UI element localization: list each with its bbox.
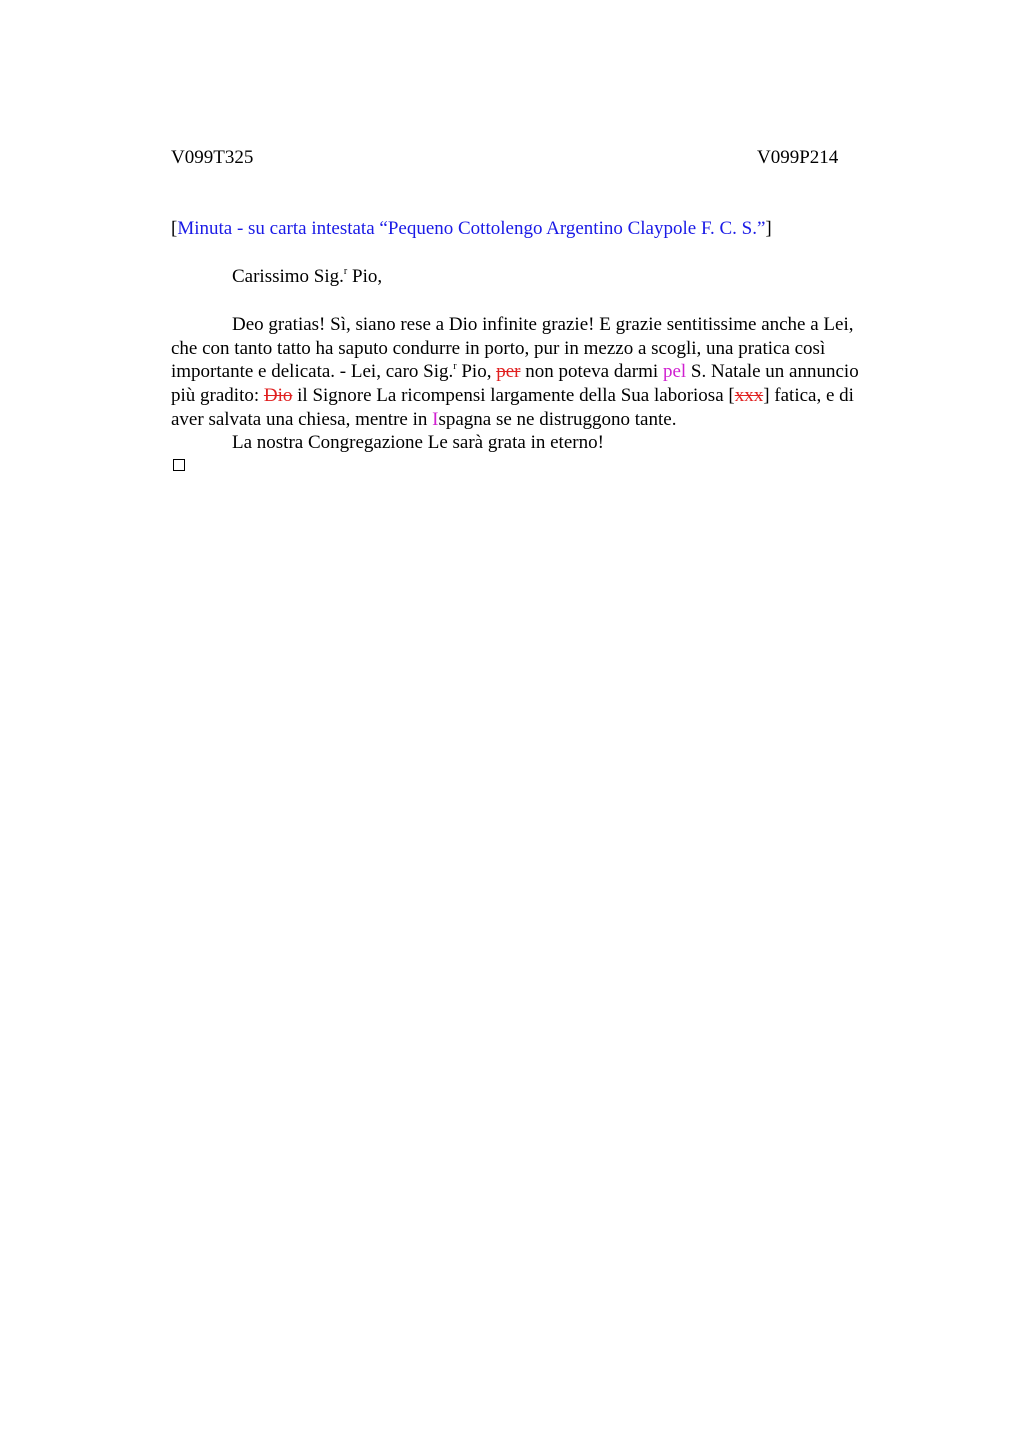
salutation-name: Pio,	[347, 266, 383, 287]
line3-superscript: r	[453, 361, 457, 373]
note-text: Minuta - su carta intestata “Pequeno Cottolengo Argentino Claypole F. C. S.”	[177, 218, 766, 239]
inserted-letter: I	[432, 408, 439, 430]
paragraph1-line2: che con tanto tatto ha saputo condurre in porto, pur in mezzo a scogli, una pratica così	[171, 337, 826, 359]
letter-body	[171, 313, 919, 455]
note-close-bracket: ]	[765, 218, 772, 239]
salutation-text: Carissimo Sig.	[232, 266, 344, 287]
salutation	[232, 265, 382, 289]
paragraph1-line4: più gradito: Dio il Signore La ricompensi largamente della Sua laboriosa [xxx] fatica, e di	[171, 385, 854, 407]
deleted-word: per	[496, 361, 521, 383]
paragraph1-line1: Deo gratias! Sì, siano rese a Dio infinite grazie! E grazie sentitissime anche a Lei,	[232, 314, 854, 335]
paragraph1-line3: importante e delicata. - Lei, caro Sig.$^r$ Pio, per non poteva darmi pel S. Natale un annuncio	[171, 361, 859, 383]
inserted-word: pel	[662, 361, 687, 383]
salutation-superscript: r	[343, 266, 348, 277]
deleted-word: Dio	[263, 385, 293, 407]
note-open-bracket: [	[171, 218, 178, 239]
editorial-note	[171, 217, 772, 241]
document-code-left: V099T325	[171, 147, 254, 168]
deleted-illegible: xxx	[734, 385, 764, 407]
paragraph1-line5: aver salvata una chiesa, mentre in Ispagna se ne distruggono tante.	[171, 408, 677, 430]
checkbox-square	[173, 459, 185, 471]
document-code-right: V099P214	[757, 147, 839, 168]
paragraph2: La nostra Congregazione Le sarà grata in eterno!	[232, 432, 604, 454]
